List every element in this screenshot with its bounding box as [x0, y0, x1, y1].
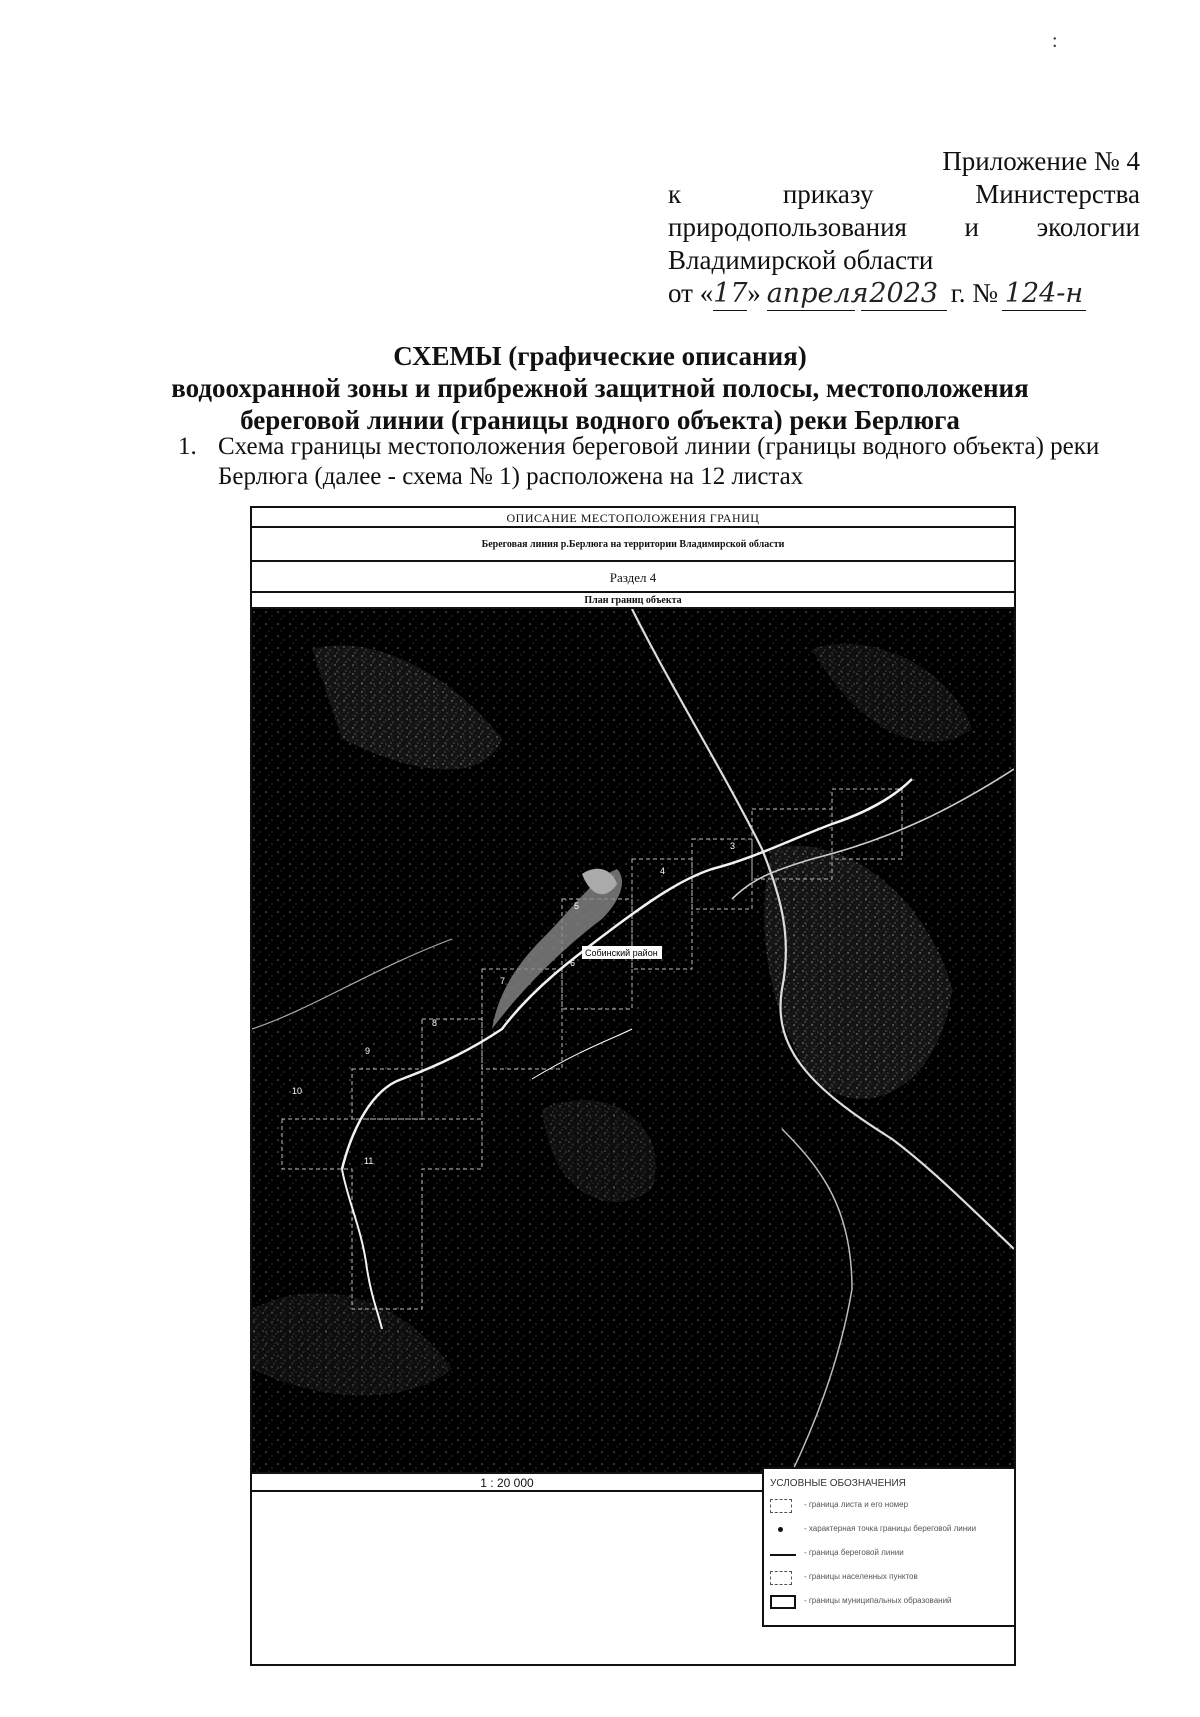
appendix-line-3 [668, 211, 1140, 244]
sheet-number-label: 8 [432, 1018, 438, 1028]
legend-label: - границы муниципальных образований [804, 1596, 952, 1605]
date-mid: » [747, 278, 761, 308]
legend-row-point [770, 1521, 1010, 1541]
legend-row-shoreline [770, 1545, 1010, 1565]
appendix-title: Приложение № 4 [942, 146, 1140, 176]
legend-row-municipal [770, 1593, 1010, 1613]
sheet-header-plan: План границ объекта [252, 593, 1014, 609]
legend-label: - характерная точка границы береговой линии [804, 1524, 977, 1533]
number-prefix: г. № [950, 278, 998, 308]
dashed-square-icon [770, 1571, 792, 1585]
legend-row-settlement [770, 1569, 1010, 1589]
appendix-line-4 [668, 244, 1140, 277]
map-scale: 1 : 20 000 [252, 1472, 762, 1492]
sheet-number-label: 6 [570, 958, 576, 968]
map-svg [252, 609, 1014, 1472]
appendix-region: Владимирской области [668, 245, 934, 275]
legend-label: - граница береговой линии [804, 1548, 904, 1557]
sheet-number-label: 4 [660, 866, 666, 876]
sheet-header-object: Береговая линия р.Берлюга на территории Владимирской области [252, 528, 1014, 562]
sheet-number-label: 3 [730, 841, 736, 851]
date-year: 2023 [861, 277, 947, 311]
sheet-number-label: 11 [364, 1156, 374, 1166]
appendix-block [668, 145, 1140, 311]
appendix-word: и [964, 212, 979, 242]
document-title [0, 340, 1200, 436]
title-line-3: береговой линии (границы водного объекта) реки Берлюга [240, 405, 960, 435]
title-line-1: СХЕМЫ (графические описания) [393, 341, 807, 371]
list-item-line-1: Схема границы местоположения береговой линии (границы водного объекта) реки [218, 433, 1100, 460]
appendix-word: природопользования [668, 212, 907, 242]
corner-mark: : [1052, 30, 1058, 52]
dashed-square-icon [770, 1499, 792, 1513]
map-legend [762, 1467, 1016, 1627]
list-item-number: 1. [178, 433, 197, 460]
appendix-word: Министерства [975, 179, 1140, 209]
appendix-line-2 [668, 178, 1140, 211]
appendix-word: приказу [782, 179, 874, 209]
title-line-2: водоохранной зоны и прибрежной защитной полосы, местоположения [171, 373, 1029, 403]
map-image [252, 609, 1014, 1472]
line-icon [770, 1547, 792, 1561]
sheet-number-label: 9 [365, 1046, 371, 1056]
appendix-date-line [668, 277, 1140, 311]
legend-title: УСЛОВНЫЕ ОБОЗНАЧЕНИЯ [770, 1478, 906, 1489]
legend-row-sheet [770, 1497, 1010, 1517]
map-sheet-frame [250, 506, 1016, 1666]
date-month: апреля [766, 278, 869, 309]
solid-square-icon [770, 1595, 796, 1609]
date-day: 17 [713, 278, 748, 309]
sheet-header-section: Раздел 4 [252, 562, 1014, 593]
appendix-word: экологии [1036, 212, 1140, 242]
legend-label: - границы населенных пунктов [804, 1572, 918, 1581]
district-label: Собинский район [585, 948, 658, 958]
appendix-word: к [668, 179, 682, 209]
list-item-line-2: Берлюга (далее - схема № 1) расположена на 12 листах [218, 463, 804, 490]
order-number: 124-н [1002, 277, 1086, 311]
legend-label: - граница листа и его номер [804, 1500, 909, 1509]
appendix-line-1 [668, 145, 1140, 178]
sheet-header-description: ОПИСАНИЕ МЕСТОПОЛОЖЕНИЯ ГРАНИЦ [252, 508, 1014, 528]
sheet-number-label: 7 [500, 976, 506, 986]
sheet-number-label: 10 [292, 1086, 303, 1096]
sheet-number-label: 5 [574, 901, 580, 911]
date-prefix: от « [668, 278, 714, 308]
point-icon [770, 1523, 792, 1537]
